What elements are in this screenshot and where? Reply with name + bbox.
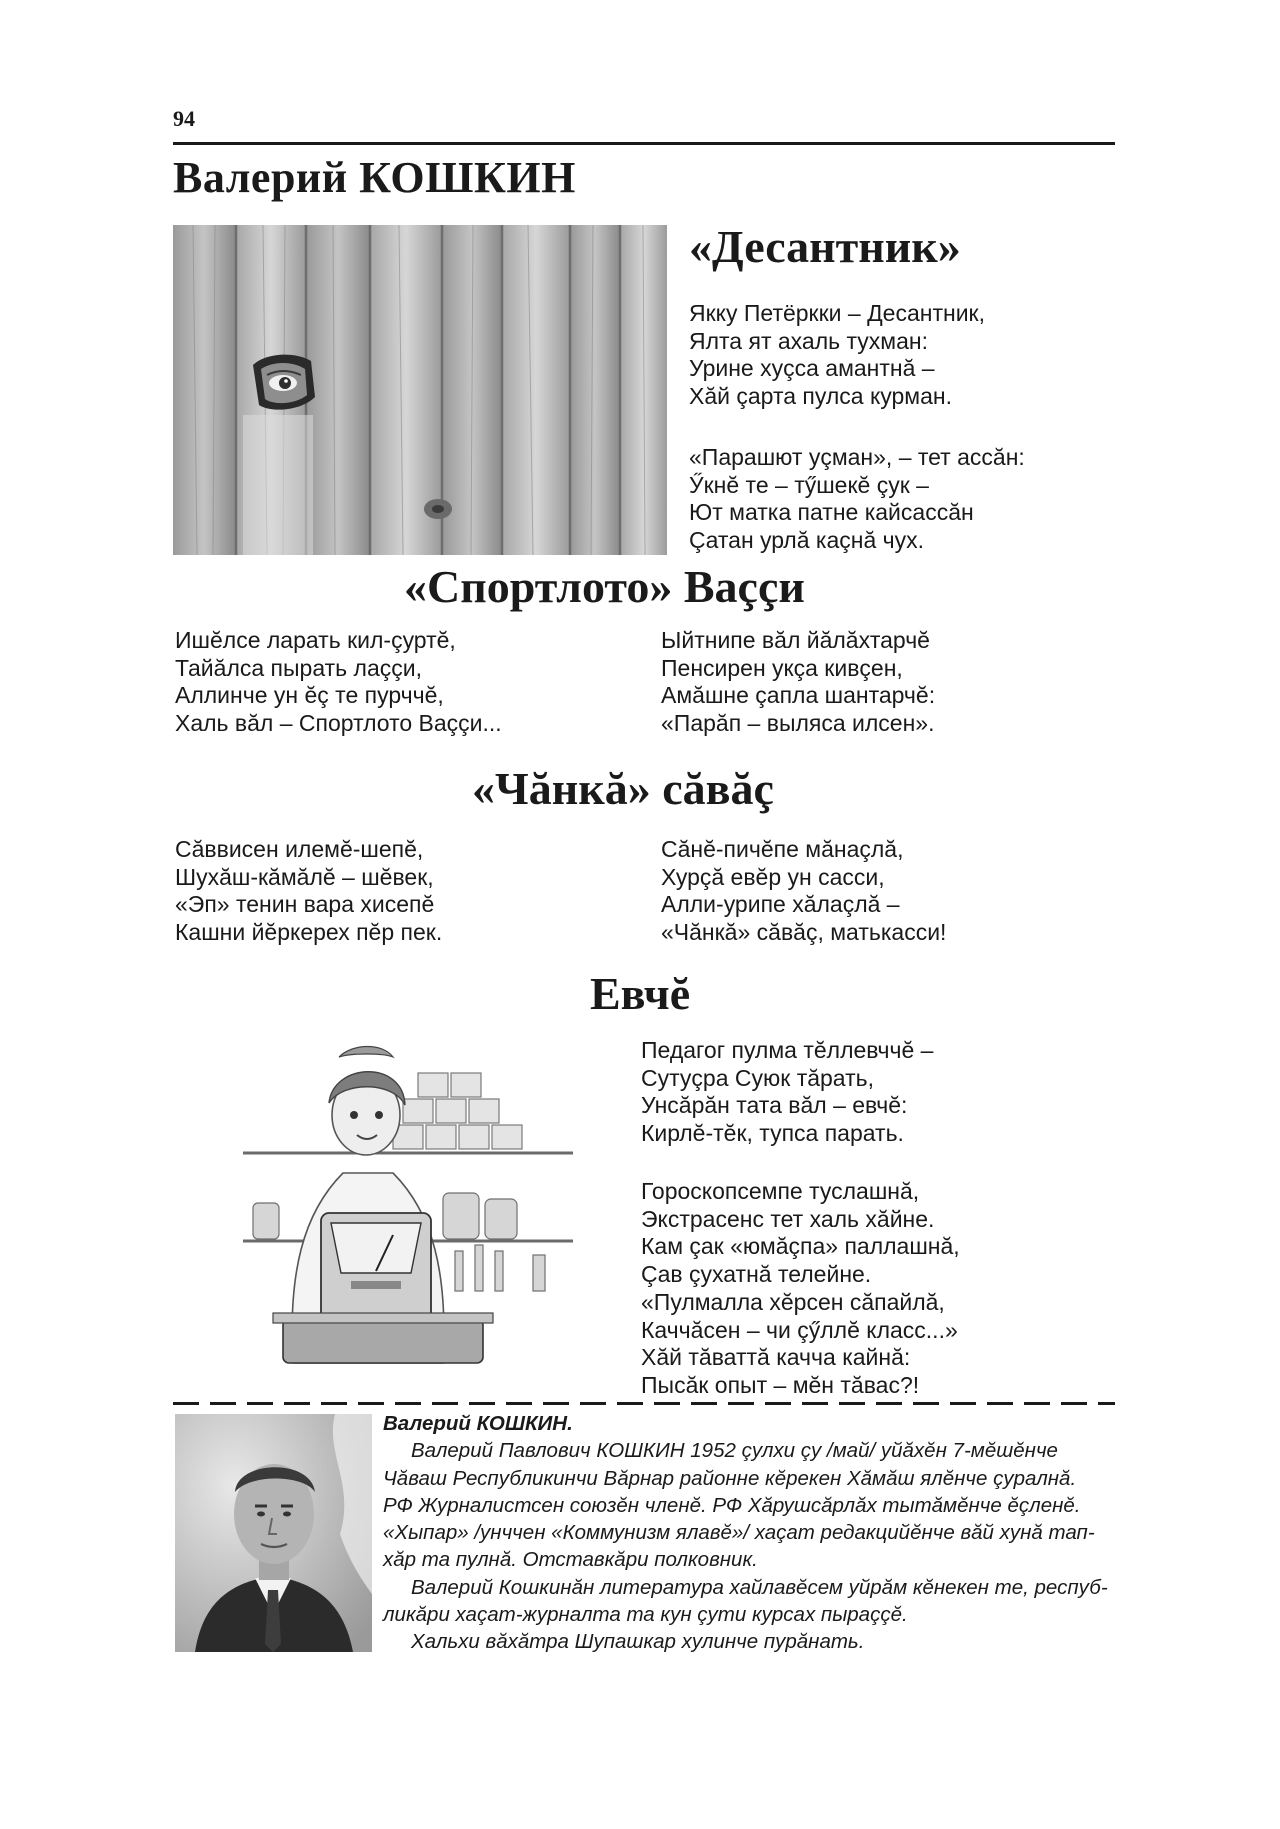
verse-line: Сăввисен илемĕ-шепĕ, [175,836,424,862]
poem-title-evche: Евчĕ [590,968,691,1019]
verse-line: Амăшне çапла шантарчĕ: [661,682,936,708]
bio-line: ликăри хаçат-журналта та кун çути курсах пыраççĕ. [383,1603,908,1627]
stanza-desantnik-2 [689,444,1025,554]
poem-title-sportloto: «Спортлото» Ваççи [404,561,805,612]
page-number: 94 [173,106,195,131]
verse-line: Хурçă евĕр ун сасси, [661,863,885,890]
verse-line: Кашни йĕркерех пĕр пек. [175,918,443,945]
verse-line: Экстрасенс тет халь хăйне. [641,1205,935,1232]
verse-line: Якку Петёркки – Десантник, [689,300,986,326]
bio-line: Валерий Кошкинăн литература хайлавĕсем уйрăм кĕнекен те, респуб- [411,1575,1108,1599]
stanza-evche-3 [641,1289,958,1399]
stanza-chanka-2 [661,836,946,946]
bio-line: РФ Журналистсен союзĕн членĕ. РФ Хăрушсăрлăх тытăмĕнче ĕçленĕ. [383,1493,1081,1517]
bio-line: Чăваш Республикинчи Вăрнар районне кĕрекен Хăмăш ялĕнче çуралнă. [383,1466,1077,1490]
verse-line: Ялта ят ахаль тухман: [689,327,928,354]
verse-line: Ишĕлсе ларать кил-çуртĕ, [175,627,456,653]
verse-line: «Эп» тенин вара хисепĕ [175,891,435,917]
verse-line: Ют матка патне кайсассăн [689,499,974,525]
verse-line: Çав çухатнă телейне. [641,1260,872,1287]
verse-line: Хăй çарта пулса курман. [689,382,953,409]
verse-line: Урине хуçса амантнă – [689,355,935,381]
stanza-sportloto-1 [175,627,502,737]
shop-illustration [233,1023,585,1383]
verse-line: «Чăнкă» сăвăç, матькасси! [661,918,947,945]
bio-line: «Хыпар» /унччен «Коммунизм ялавĕ»/ хаçат редакцийĕнче вăй хунă тап- [383,1521,1095,1545]
verse-line: Ыйтнипе вăл йăлăхтарчĕ [661,627,930,653]
verse-line: Унсăрăн тата вăл – евчĕ: [641,1092,908,1118]
verse-line: Кам çак «юмăçпа» паллашнă, [641,1233,960,1259]
verse-line: Сутуçра Суюк тăрать, [641,1064,874,1091]
verse-line: Çатан урлă каçнă чух. [689,526,925,553]
verse-line: Аллинче ун ĕç те пурччĕ, [175,682,444,708]
fence-photo [173,225,667,555]
verse-line: Педагог пулма тĕллевччĕ – [641,1037,934,1063]
verse-line: «Пулмалла хĕрсен сăпайлă, [641,1289,945,1315]
verse-line: Сăнĕ-пичĕпе мăнаçлă, [661,836,904,862]
author-bio [383,1410,1123,1656]
author-heading: Валерий КОШКИН [173,153,576,202]
poem-title-desantnik: «Десантник» [689,221,961,272]
bio-line: Хальхи вăхăтра Шупашкар хулинче пурăнать. [411,1630,865,1654]
header-rule [173,142,1115,145]
verse-line: Пенсирен укçа кивçен, [661,654,903,681]
verse-line: Халь вăл – Спортлото Ваççи... [175,709,502,736]
stanza-desantnik-1 [689,300,985,410]
dashed-separator [173,1402,1115,1405]
verse-line: Тайăлса пырать лаççи, [175,654,422,681]
verse-line: Пысăк опыт – мĕн тăвас?! [641,1371,920,1398]
stanza-chanka-1 [175,836,442,946]
verse-line: «Парăп – выляса илсен». [661,709,935,736]
bio-line: хăр та пулнă. Отставкăри полковник. [383,1548,758,1572]
stanza-evche-1 [641,1037,933,1147]
verse-line: Ӳкнĕ те – тӳшекĕ çук – [689,471,929,498]
verse-line: Хăй тăваттă качча кайнă: [641,1344,911,1370]
verse-line: Каччăсен – чи çӳллĕ класс...» [641,1316,958,1343]
verse-line: Кирлĕ-тĕк, тупса парать. [641,1119,904,1146]
verse-line: Шухăш-кăмăлĕ – шĕвек, [175,863,434,890]
verse-line: Гороскопсемпе туслашнă, [641,1178,920,1204]
author-photo [175,1414,372,1652]
stanza-evche-2 [641,1178,960,1288]
bio-line: Валерий Павлович КОШКИН 1952 çулхи çу /май/ уйăхĕн 7-мĕшĕнче [411,1439,1058,1463]
stanza-sportloto-2 [661,627,935,737]
bio-author-name: Валерий КОШКИН. [383,1412,573,1435]
verse-line: Алли-урипе хăлаçлă – [661,891,900,917]
poem-title-chanka: «Чăнкă» сăвăç [472,763,774,814]
verse-line: «Парашют уçман», – тет ассăн: [689,444,1025,470]
